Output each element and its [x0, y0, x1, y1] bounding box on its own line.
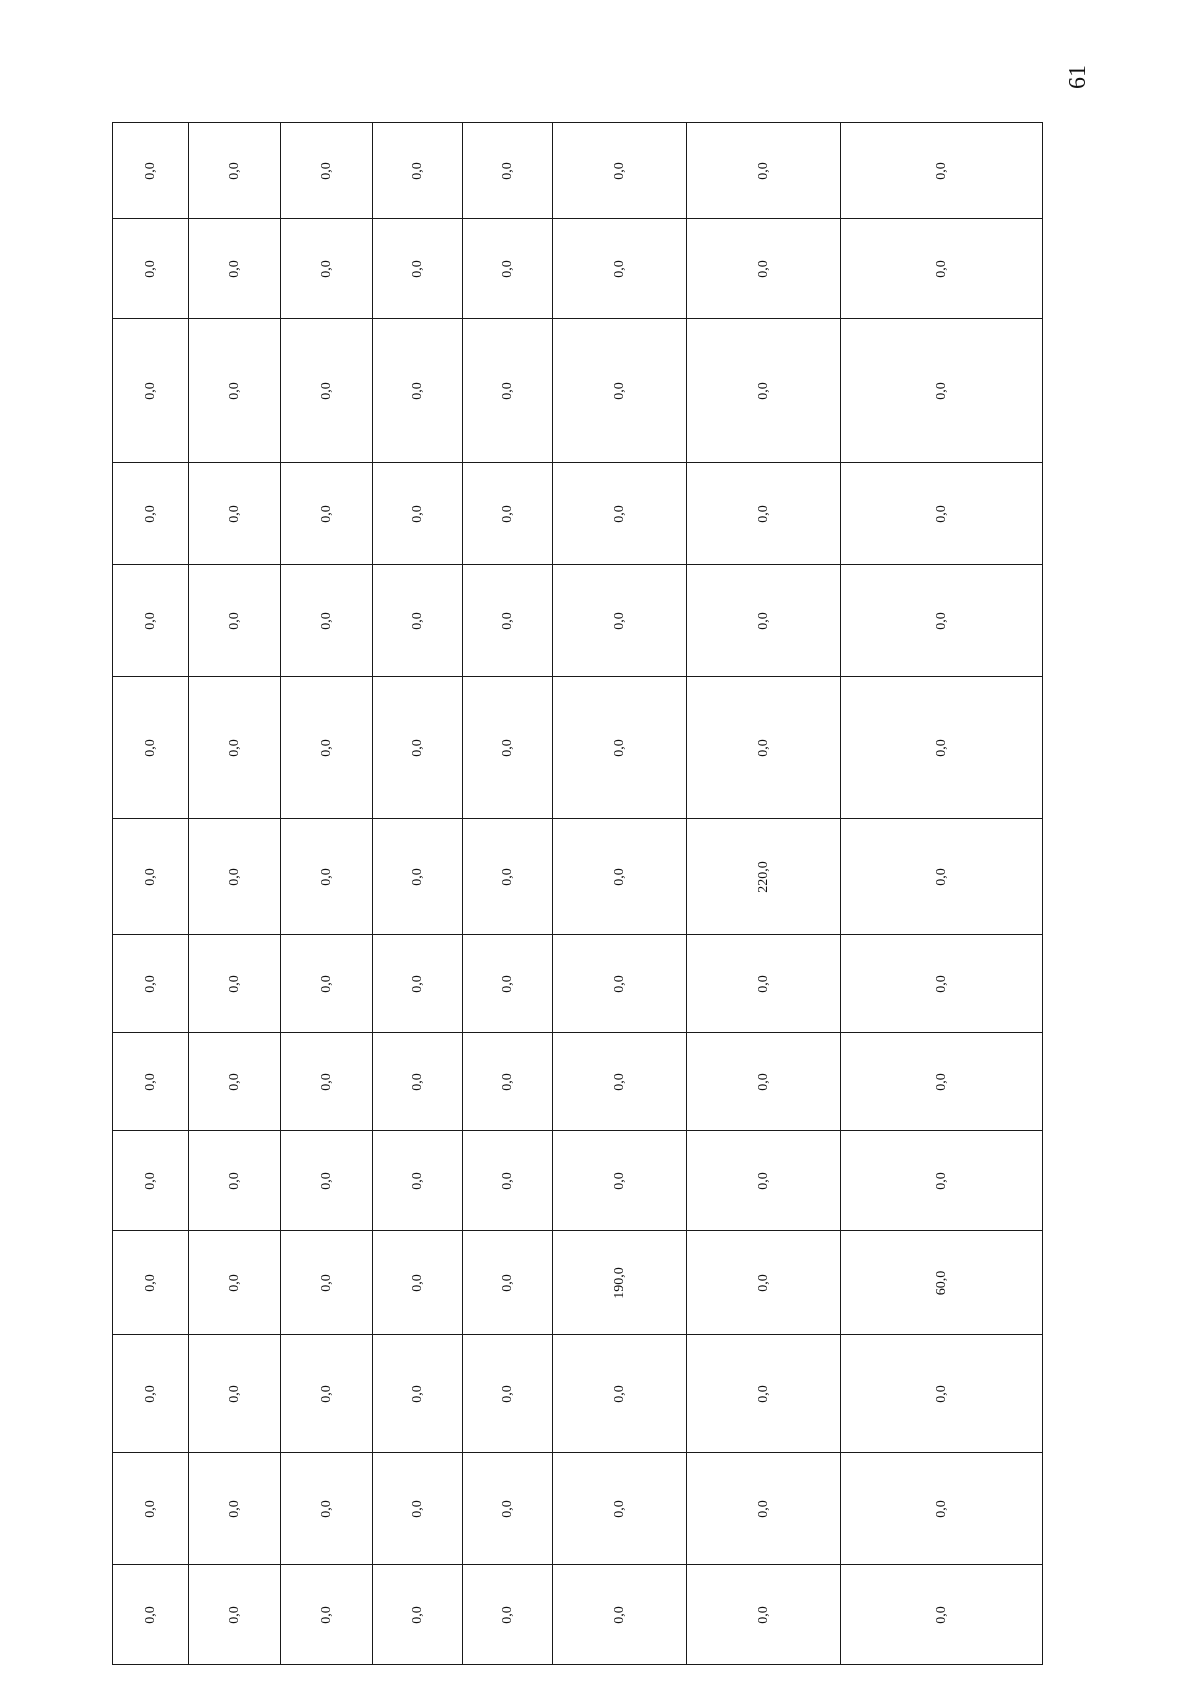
cell-value: 0,0 [409, 1499, 425, 1518]
cell-value: 0,0 [318, 1384, 334, 1403]
cell-value: 0,0 [499, 381, 515, 400]
cell-value: 0,0 [226, 974, 242, 993]
cell-value: 0,0 [611, 867, 627, 886]
cell-value: 0,0 [499, 259, 515, 278]
table-cell [281, 819, 373, 935]
table-cell [841, 1453, 1043, 1565]
table-row [113, 219, 1043, 319]
table-cell [373, 935, 463, 1033]
table-cell [463, 1131, 553, 1231]
table-cell [841, 219, 1043, 319]
cell-value: 0,0 [226, 161, 242, 180]
table-cell [463, 677, 553, 819]
table-row [113, 1033, 1043, 1131]
table-cell [373, 463, 463, 565]
cell-value: 0,0 [318, 1171, 334, 1190]
table-cell [687, 1231, 841, 1335]
cell-value: 0,0 [933, 974, 949, 993]
table-cell [553, 1335, 687, 1453]
table-cell [553, 123, 687, 219]
table-cell [687, 1565, 841, 1665]
cell-value: 0,0 [226, 1171, 242, 1190]
table-cell [463, 1231, 553, 1335]
cell-value: 0,0 [409, 867, 425, 886]
table-cell [373, 1453, 463, 1565]
cell-value: 0,0 [499, 1273, 515, 1292]
table-cell [463, 565, 553, 677]
table-cell [281, 1565, 373, 1665]
table-cell [553, 219, 687, 319]
cell-value: 0,0 [755, 1384, 771, 1403]
table-cell [113, 1231, 189, 1335]
table-cell [463, 123, 553, 219]
table-cell [281, 319, 373, 463]
table-row [113, 463, 1043, 565]
table-cell [553, 819, 687, 935]
table-cell [687, 819, 841, 935]
table-row [113, 565, 1043, 677]
cell-value: 0,0 [226, 259, 242, 278]
table-cell [373, 1131, 463, 1231]
table-cell [463, 819, 553, 935]
table-cell [463, 1033, 553, 1131]
cell-value: 0,0 [409, 1273, 425, 1292]
table-cell [841, 1565, 1043, 1665]
table-cell [113, 565, 189, 677]
table-cell [281, 935, 373, 1033]
table-cell [189, 1033, 281, 1131]
cell-value: 0,0 [318, 611, 334, 630]
table-cell [113, 677, 189, 819]
cell-value: 0,0 [409, 738, 425, 757]
table-cell [113, 1565, 189, 1665]
table-cell [113, 1453, 189, 1565]
cell-value: 0,0 [755, 1171, 771, 1190]
table-cell [373, 123, 463, 219]
cell-value: 0,0 [755, 1499, 771, 1518]
table-cell [841, 935, 1043, 1033]
cell-value: 220,0 [755, 860, 771, 893]
cell-value: 0,0 [499, 1072, 515, 1091]
table-cell [463, 463, 553, 565]
cell-value: 190,0 [611, 1266, 627, 1299]
table-cell [281, 565, 373, 677]
cell-value: 0,0 [226, 1273, 242, 1292]
cell-value: 0,0 [318, 867, 334, 886]
cell-value: 0,0 [611, 504, 627, 523]
table-cell [687, 123, 841, 219]
table-cell [841, 123, 1043, 219]
cell-value: 0,0 [755, 738, 771, 757]
cell-value: 0,0 [499, 1499, 515, 1518]
cell-value: 0,0 [318, 1072, 334, 1091]
table-cell [841, 1335, 1043, 1453]
cell-value: 0,0 [142, 259, 158, 278]
cell-value: 0,0 [409, 1072, 425, 1091]
cell-value: 0,0 [611, 738, 627, 757]
table-cell [189, 1453, 281, 1565]
table-cell [189, 463, 281, 565]
cell-value: 0,0 [318, 738, 334, 757]
table-cell [189, 1231, 281, 1335]
table-cell [113, 1131, 189, 1231]
table-row [113, 1565, 1043, 1665]
table-cell [841, 1033, 1043, 1131]
cell-value: 0,0 [611, 1605, 627, 1624]
table-cell [281, 1231, 373, 1335]
cell-value: 0,0 [933, 1499, 949, 1518]
table-cell [687, 1131, 841, 1231]
table-cell [281, 219, 373, 319]
cell-value: 0,0 [755, 1072, 771, 1091]
cell-value: 0,0 [142, 738, 158, 757]
cell-value: 0,0 [611, 1499, 627, 1518]
cell-value: 0,0 [226, 381, 242, 400]
table-cell [281, 1335, 373, 1453]
cell-value: 0,0 [611, 611, 627, 630]
table-cell [687, 677, 841, 819]
cell-value: 0,0 [499, 738, 515, 757]
cell-value: 0,0 [611, 161, 627, 180]
cell-value: 0,0 [409, 974, 425, 993]
cell-value: 0,0 [142, 504, 158, 523]
cell-value: 0,0 [933, 738, 949, 757]
cell-value: 0,0 [611, 1171, 627, 1190]
cell-value: 0,0 [226, 867, 242, 886]
table-cell [113, 219, 189, 319]
table-cell [553, 1131, 687, 1231]
cell-value: 0,0 [409, 1384, 425, 1403]
table-cell [553, 319, 687, 463]
table-cell [189, 819, 281, 935]
cell-value: 0,0 [499, 974, 515, 993]
table-cell [687, 935, 841, 1033]
table-cell [189, 935, 281, 1033]
table-cell [463, 1335, 553, 1453]
table-cell [373, 677, 463, 819]
cell-value: 0,0 [499, 504, 515, 523]
table-cell [189, 1565, 281, 1665]
table-cell [841, 677, 1043, 819]
table-cell [281, 1131, 373, 1231]
cell-value: 0,0 [318, 1605, 334, 1624]
cell-value: 0,0 [142, 1072, 158, 1091]
table-row [113, 677, 1043, 819]
cell-value: 0,0 [499, 1384, 515, 1403]
table-row [113, 1231, 1043, 1335]
cell-value: 0,0 [142, 867, 158, 886]
table-cell [687, 1335, 841, 1453]
cell-value: 0,0 [409, 161, 425, 180]
cell-value: 0,0 [318, 1499, 334, 1518]
cell-value: 0,0 [318, 259, 334, 278]
cell-value: 0,0 [409, 1171, 425, 1190]
table-cell [281, 677, 373, 819]
table-row [113, 1453, 1043, 1565]
cell-value: 0,0 [499, 1605, 515, 1624]
cell-value: 60,0 [933, 1270, 949, 1295]
table-cell [553, 677, 687, 819]
cell-value: 0,0 [318, 1273, 334, 1292]
cell-value: 0,0 [755, 161, 771, 180]
cell-value: 0,0 [409, 259, 425, 278]
cell-value: 0,0 [499, 611, 515, 630]
table-cell [841, 319, 1043, 463]
table-cell [373, 1335, 463, 1453]
table-cell [373, 1033, 463, 1131]
cell-value: 0,0 [933, 504, 949, 523]
table-cell [281, 1033, 373, 1131]
table-cell [841, 1131, 1043, 1231]
cell-value: 0,0 [409, 504, 425, 523]
table-cell [113, 935, 189, 1033]
table-cell [189, 219, 281, 319]
cell-value: 0,0 [933, 161, 949, 180]
cell-value: 0,0 [142, 381, 158, 400]
cell-value: 0,0 [226, 504, 242, 523]
table-cell [841, 463, 1043, 565]
table-row [113, 1335, 1043, 1453]
table-cell [373, 1231, 463, 1335]
page-number: 61 [1065, 65, 1091, 89]
table-cell [113, 463, 189, 565]
cell-value: 0,0 [755, 504, 771, 523]
table-cell [841, 1231, 1043, 1335]
table-cell [553, 1565, 687, 1665]
table-cell [687, 1033, 841, 1131]
table-cell [553, 935, 687, 1033]
cell-value: 0,0 [933, 1171, 949, 1190]
table-row [113, 123, 1043, 219]
table-cell [463, 1565, 553, 1665]
cell-value: 0,0 [611, 1384, 627, 1403]
cell-value: 0,0 [142, 1273, 158, 1292]
cell-value: 0,0 [142, 1499, 158, 1518]
cell-value: 0,0 [499, 1171, 515, 1190]
table-cell [373, 1565, 463, 1665]
cell-value: 0,0 [755, 381, 771, 400]
table-row [113, 935, 1043, 1033]
table-cell [373, 219, 463, 319]
cell-value: 0,0 [499, 867, 515, 886]
table-cell [687, 1453, 841, 1565]
table-cell [189, 565, 281, 677]
cell-value: 0,0 [142, 974, 158, 993]
table-cell [189, 123, 281, 219]
cell-value: 0,0 [611, 974, 627, 993]
cell-value: 0,0 [226, 1072, 242, 1091]
cell-value: 0,0 [755, 1605, 771, 1624]
cell-value: 0,0 [318, 161, 334, 180]
cell-value: 0,0 [226, 1384, 242, 1403]
cell-value: 0,0 [933, 381, 949, 400]
table-cell [373, 319, 463, 463]
cell-value: 0,0 [226, 611, 242, 630]
table-cell [189, 319, 281, 463]
cell-value: 0,0 [933, 1384, 949, 1403]
cell-value: 0,0 [755, 611, 771, 630]
cell-value: 0,0 [933, 1072, 949, 1091]
cell-value: 0,0 [142, 611, 158, 630]
table-cell [841, 565, 1043, 677]
cell-value: 0,0 [142, 161, 158, 180]
cell-value: 0,0 [318, 504, 334, 523]
table-cell [553, 1231, 687, 1335]
cell-value: 0,0 [611, 381, 627, 400]
cell-value: 0,0 [755, 259, 771, 278]
table-cell [113, 1335, 189, 1453]
table-cell [553, 1033, 687, 1131]
cell-value: 0,0 [226, 1499, 242, 1518]
table-row [113, 1131, 1043, 1231]
cell-value: 0,0 [409, 1605, 425, 1624]
cell-value: 0,0 [611, 259, 627, 278]
data-table [112, 122, 1043, 1665]
cell-value: 0,0 [142, 1605, 158, 1624]
cell-value: 0,0 [755, 1273, 771, 1292]
table-cell [463, 319, 553, 463]
table-cell [281, 123, 373, 219]
table-cell [463, 219, 553, 319]
cell-value: 0,0 [933, 611, 949, 630]
cell-value: 0,0 [755, 974, 771, 993]
table-cell [113, 1033, 189, 1131]
cell-value: 0,0 [409, 381, 425, 400]
table-cell [687, 463, 841, 565]
cell-value: 0,0 [226, 738, 242, 757]
table-cell [553, 565, 687, 677]
table-cell [281, 463, 373, 565]
table-cell [373, 819, 463, 935]
table-cell [841, 819, 1043, 935]
cell-value: 0,0 [318, 381, 334, 400]
cell-value: 0,0 [933, 259, 949, 278]
cell-value: 0,0 [933, 867, 949, 886]
table-cell [113, 123, 189, 219]
cell-value: 0,0 [611, 1072, 627, 1091]
table-cell [189, 1335, 281, 1453]
cell-value: 0,0 [318, 974, 334, 993]
cell-value: 0,0 [142, 1384, 158, 1403]
table-cell [189, 1131, 281, 1231]
table-cell [553, 463, 687, 565]
table-cell [687, 565, 841, 677]
table-cell [281, 1453, 373, 1565]
table-cell [553, 1453, 687, 1565]
table-cell [373, 565, 463, 677]
table-cell [687, 219, 841, 319]
table-cell [687, 319, 841, 463]
table-cell [113, 819, 189, 935]
cell-value: 0,0 [933, 1605, 949, 1624]
table-row [113, 319, 1043, 463]
table-cell [463, 935, 553, 1033]
table-cell [113, 319, 189, 463]
table-row [113, 819, 1043, 935]
table-cell [189, 677, 281, 819]
table-cell [463, 1453, 553, 1565]
cell-value: 0,0 [226, 1605, 242, 1624]
cell-value: 0,0 [409, 611, 425, 630]
cell-value: 0,0 [142, 1171, 158, 1190]
cell-value: 0,0 [499, 161, 515, 180]
